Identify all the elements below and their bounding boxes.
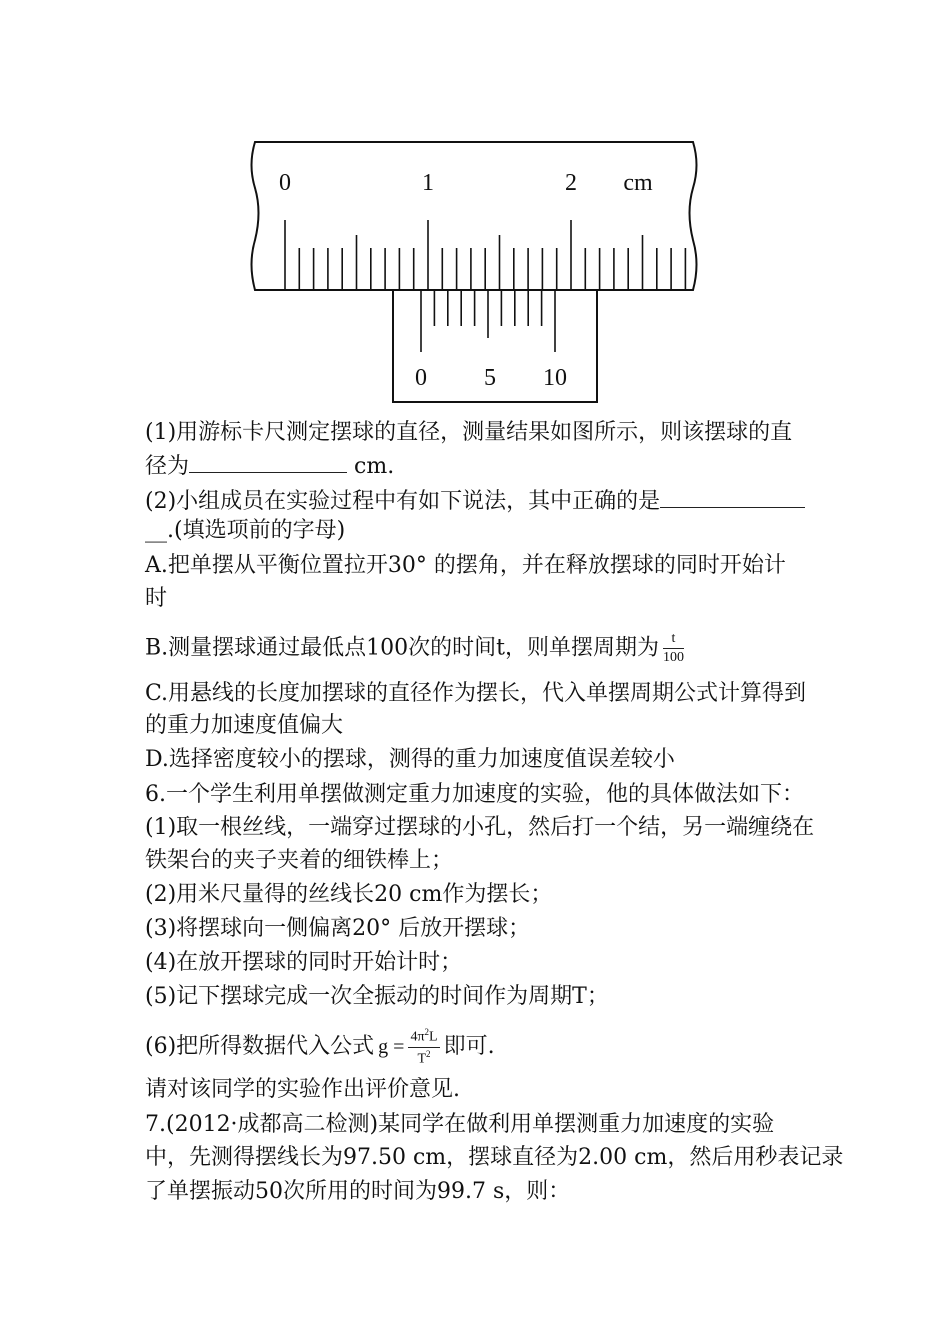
q6-intro: 6.一个学生利用单摆做测定重力加速度的实验，他的具体做法如下： xyxy=(145,782,804,807)
vernier-label-0: 0 xyxy=(415,365,427,391)
main-scale-body xyxy=(252,142,697,290)
answer-blank-2 xyxy=(660,485,805,508)
fraction-numerator: t xyxy=(663,632,684,649)
q7-line-2: 中，先测得摆线长为97.50 cm，摆球直径为2.00 cm，然后用秒表记录 xyxy=(145,1145,844,1170)
formula-g: g = xyxy=(378,1036,405,1059)
vernier-caliper-figure xyxy=(0,0,950,410)
main-label-2: 2 xyxy=(565,170,577,196)
formula-den-exp: 2 xyxy=(426,1048,431,1059)
q7-line-1: 7.(2012·成都高二检测)某同学在做利用单摆测重力加速度的实验 xyxy=(145,1112,775,1137)
formula-num-pi: 4π xyxy=(410,1029,425,1045)
unit-label: cm xyxy=(623,170,653,196)
q6-step-2: (2)用米尺量得的丝线长20 cm作为摆长； xyxy=(145,882,553,907)
q6-step-6-text: (6)把所得数据代入公式 xyxy=(145,1034,375,1060)
main-label-1: 1 xyxy=(422,170,434,196)
option-a-line-1: A.把单摆从平衡位置拉开30° 的摆角，并在释放摆球的同时开始计 xyxy=(145,553,786,578)
q1-label: 径为 xyxy=(145,454,190,479)
q6-step-6-end: 即可. xyxy=(443,1034,495,1060)
text-line-1: (1)用游标卡尺测定摆球的直径，测量结果如图所示，则该摆球的直 xyxy=(145,420,793,445)
formula-fraction xyxy=(408,1028,439,1066)
q1-unit: cm. xyxy=(347,454,395,479)
option-b-line xyxy=(145,632,688,665)
option-c-line-1: C.用悬线的长度加摆球的直径作为摆长，代入单摆周期公式计算得到 xyxy=(145,681,807,706)
period-fraction xyxy=(663,632,684,665)
option-b-text: B.测量摆球通过最低点100次的时间t，则单摆周期为 xyxy=(145,635,659,661)
text-line-3 xyxy=(145,485,805,517)
formula-num-L: L xyxy=(429,1029,438,1045)
main-label-0: 0 xyxy=(279,170,291,196)
q6-step-6 xyxy=(145,1028,495,1066)
q6-step-4: (4)在放开摆球的同时开始计时； xyxy=(145,950,463,975)
answer-blank-1 xyxy=(189,450,347,473)
formula-den-T: T xyxy=(417,1051,427,1067)
q6-step-3: (3)将摆球向一侧偏离20° 后放开摆球； xyxy=(145,916,531,941)
option-a-line-2: 时 xyxy=(145,586,168,611)
q6-step-1-line-1: (1)取一根丝线，一端穿过摆球的小孔，然后打一个结，另一端缠绕在 xyxy=(145,815,815,840)
q6-step-1-line-2: 铁架台的夹子夹着的细铁棒上； xyxy=(145,848,454,873)
q6-prompt: 请对该同学的实验作出评价意见. xyxy=(145,1077,460,1102)
text-line-2 xyxy=(145,450,394,482)
formula-num-exp: 2 xyxy=(424,1027,430,1037)
vernier-label-5: 5 xyxy=(484,365,496,391)
fraction-denominator: 100 xyxy=(663,650,684,665)
q7-line-3: 了单摆振动50次所用的时间为99.7 s，则： xyxy=(145,1179,571,1204)
vernier-label-10: 10 xyxy=(543,365,567,391)
option-c-line-2: 的重力加速度值偏大 xyxy=(145,713,344,738)
q2-text: (2)小组成员在实验过程中有如下说法，其中正确的是 xyxy=(145,489,661,514)
option-d-line: D.选择密度较小的摆球，测得的重力加速度值误差较小 xyxy=(145,747,675,772)
text-line-4: __.(填选项前的字母) xyxy=(145,518,346,543)
q6-step-5: (5)记下摆球完成一次全振动的时间作为周期T； xyxy=(145,984,609,1009)
